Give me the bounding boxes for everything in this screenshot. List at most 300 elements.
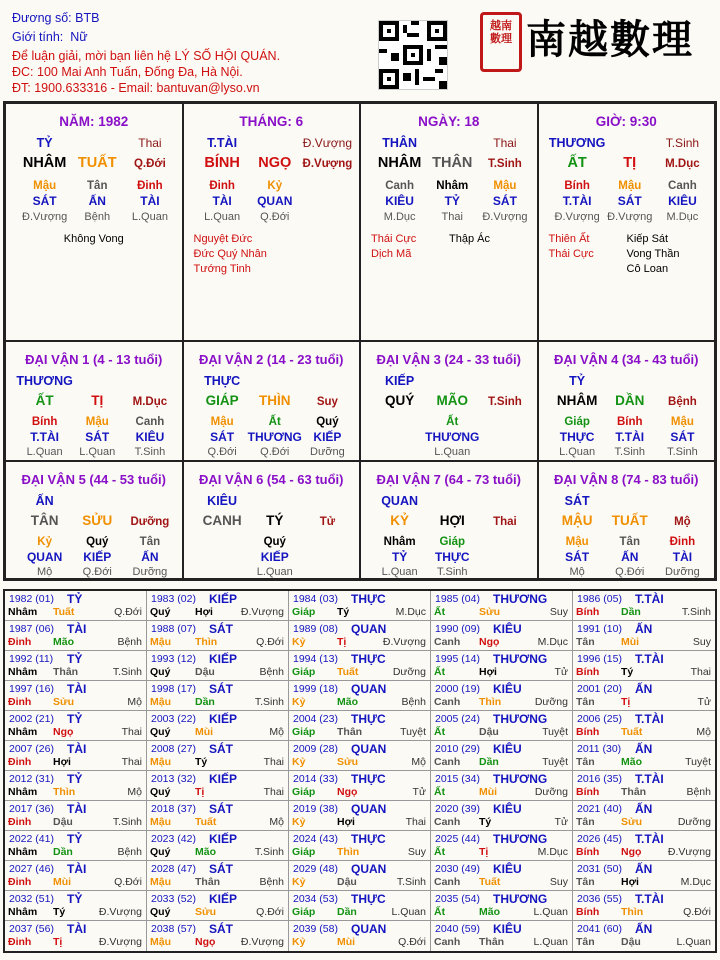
year-label: 1995 (14) xyxy=(435,653,480,665)
year-row xyxy=(5,801,715,831)
dv-hidden-stem: Quý xyxy=(263,536,286,548)
year-god: ẤN xyxy=(635,922,653,936)
year-chi: Tị xyxy=(479,846,489,858)
year-cell xyxy=(147,771,289,801)
year-god: KIÊU xyxy=(493,742,522,756)
dai-van-chi: MÃO xyxy=(436,393,468,408)
year-state: Mộ xyxy=(269,816,284,828)
year-label: 2011 (30) xyxy=(577,743,622,755)
dv-hidden-god: KIẾP xyxy=(313,430,342,444)
dv-hidden-stem: Nhâm xyxy=(383,536,416,548)
year-cell xyxy=(147,831,289,861)
year-label: 2018 (37) xyxy=(151,803,196,815)
year-chi: Thìn xyxy=(53,786,76,798)
year-label: 1988 (07) xyxy=(151,623,196,635)
year-state: Mộ xyxy=(127,696,142,708)
year-god: THƯƠNG xyxy=(493,712,548,726)
star-left: Thiên Ất xyxy=(548,233,590,245)
year-chi: Dần xyxy=(195,696,215,708)
year-cell xyxy=(573,921,715,951)
hidden-state: M.Dục xyxy=(383,211,416,223)
hidden-stem: Mậu xyxy=(618,180,642,192)
year-state: L.Quan xyxy=(533,906,568,918)
pillar-god: TỶ xyxy=(36,136,53,150)
dai-van-can: MẬU xyxy=(561,513,593,528)
year-god: T.TÀI xyxy=(635,892,664,906)
dai-van-can: TÂN xyxy=(30,513,59,528)
star-right: Cô Loan xyxy=(626,263,669,275)
year-state: Tử xyxy=(554,816,568,828)
year-chi: Dần xyxy=(621,606,641,618)
qr-code-icon[interactable] xyxy=(378,20,448,90)
year-label: 1983 (02) xyxy=(151,593,196,605)
dv-hidden-god: THỰC xyxy=(559,430,595,444)
year-row xyxy=(5,651,715,681)
year-can: Canh xyxy=(434,636,461,648)
dai-van-god: THƯƠNG xyxy=(16,374,73,388)
hidden-god: KIÊU xyxy=(385,194,414,208)
star-left: Thái Cực xyxy=(371,233,417,245)
header xyxy=(0,0,720,100)
year-god: KIÊU xyxy=(493,622,522,636)
pillar-god: THƯƠNG xyxy=(548,136,606,150)
pillar-chi-state: Q.Đới xyxy=(133,158,166,170)
year-cell xyxy=(289,621,431,651)
year-chi: Tuất xyxy=(195,816,217,828)
hidden-stem: Bính xyxy=(564,180,590,192)
hidden-god: SÁT xyxy=(492,194,517,208)
dv-hidden-god: TÀI xyxy=(672,550,693,564)
year-cell xyxy=(5,621,147,651)
year-label: 2002 (21) xyxy=(9,713,54,725)
pillar-god: T.TÀI xyxy=(207,136,238,150)
year-row xyxy=(5,861,715,891)
year-cell xyxy=(573,621,715,651)
year-label: 1984 (03) xyxy=(293,593,338,605)
dv-hidden-stem: Kỷ xyxy=(37,536,52,548)
year-can: Đinh xyxy=(8,876,32,888)
dv-hidden-stem: Mậu xyxy=(565,536,589,548)
star-right: Kiếp Sát xyxy=(626,233,669,245)
pillar-chi-state: T.Sinh xyxy=(487,158,522,170)
dai-van-chi: DẦN xyxy=(615,393,645,408)
hidden-god: T.TÀI xyxy=(562,194,592,208)
year-can: Mậu xyxy=(150,636,171,648)
year-chi: Sửu xyxy=(479,606,501,618)
address-line: ĐC: 100 Mai Anh Tuấn, Đống Đa, Hà Nội. xyxy=(12,65,243,79)
dv-hidden-god: THƯƠNG xyxy=(247,430,302,444)
dai-van-state: M.Dục xyxy=(132,396,168,408)
dai-van-can: QUÝ xyxy=(384,393,415,408)
year-god: KIẾP xyxy=(209,592,238,606)
dv-hidden-state: Mộ xyxy=(36,566,53,578)
year-chi: Tý xyxy=(195,756,208,768)
year-state: M.Dục xyxy=(537,846,568,858)
year-label: 2039 (58) xyxy=(293,923,338,935)
gender xyxy=(12,29,88,45)
year-god: KIẾP xyxy=(209,712,238,726)
pillar-can: NHÂM xyxy=(22,155,67,171)
year-row xyxy=(5,741,715,771)
year-god: ẤN xyxy=(635,622,653,636)
year-chi: Mão xyxy=(621,756,642,768)
year-can: Mậu xyxy=(150,816,171,828)
year-state: T.Sinh xyxy=(254,846,284,858)
year-can: Canh xyxy=(434,696,461,708)
year-row xyxy=(5,771,715,801)
dv-hidden-stem: Ất xyxy=(446,416,459,428)
star-left: Thái Cực xyxy=(548,248,594,260)
gender-label: Giới tính: xyxy=(12,30,64,44)
year-can: Đinh xyxy=(8,756,32,768)
year-cell xyxy=(5,861,147,891)
year-cell xyxy=(573,891,715,921)
year-can: Giáp xyxy=(292,846,316,858)
year-cell xyxy=(289,771,431,801)
year-cell xyxy=(289,861,431,891)
year-can: Canh xyxy=(434,756,461,768)
year-cell xyxy=(431,741,573,771)
year-state: Q.Đới xyxy=(114,876,142,888)
dv-hidden-god: SÁT xyxy=(565,550,590,564)
pillar-can: NHÂM xyxy=(377,155,422,171)
year-can: Giáp xyxy=(292,726,316,738)
pillar-star-top: Thai xyxy=(493,136,517,150)
dv-hidden-god: ẤN xyxy=(141,550,159,564)
year-chi: Mùi xyxy=(479,786,498,798)
dv-hidden-stem: Đinh xyxy=(669,536,696,548)
year-can: Tân xyxy=(576,636,595,648)
pillar-cell xyxy=(183,103,361,341)
year-god: KIẾP xyxy=(209,832,238,846)
dv-hidden-god: SÁT xyxy=(210,430,235,444)
year-can: Tân xyxy=(576,696,595,708)
year-cell xyxy=(289,711,431,741)
dv-hidden-state: L.Quan xyxy=(559,446,596,458)
year-label: 1982 (01) xyxy=(9,593,54,605)
dai-van-god: ẤN xyxy=(35,494,54,508)
year-can: Tân xyxy=(576,756,595,768)
year-god: THỰC xyxy=(351,892,386,906)
year-cell xyxy=(5,741,147,771)
dv-hidden-state: T.Sinh xyxy=(134,446,166,458)
year-cell xyxy=(573,711,715,741)
year-label: 2017 (36) xyxy=(9,803,54,815)
year-state: Dưỡng xyxy=(392,666,426,678)
year-god: TÀI xyxy=(67,622,87,636)
pillar-cell xyxy=(538,103,716,341)
dai-van-cell xyxy=(538,461,716,579)
year-god: T.TÀI xyxy=(635,832,664,846)
year-chi: Tuất xyxy=(53,606,75,618)
year-cell xyxy=(573,801,715,831)
year-cell xyxy=(147,591,289,621)
year-chi: Dậu xyxy=(337,876,357,888)
year-label: 2001 (20) xyxy=(577,683,622,695)
year-god: SÁT xyxy=(209,622,233,636)
year-chi: Tý xyxy=(53,906,66,918)
dv-hidden-state: Mộ xyxy=(569,566,585,578)
hidden-god: TÀI xyxy=(212,194,232,208)
year-god: THỰC xyxy=(351,652,386,666)
year-god: KIÊU xyxy=(493,922,522,936)
year-state: Q.Đới xyxy=(398,936,426,948)
dai-van-cell xyxy=(5,461,183,579)
dv-hidden-stem: Mậu xyxy=(85,416,109,428)
year-can: Bính xyxy=(576,846,600,858)
year-cell xyxy=(431,651,573,681)
year-chi: Tý xyxy=(337,606,350,618)
year-cell xyxy=(573,771,715,801)
year-chi: Ngọ xyxy=(621,846,642,858)
year-row xyxy=(5,891,715,921)
dv-hidden-god: TỶ xyxy=(391,550,408,564)
year-row xyxy=(5,921,715,951)
dai-van-title: ĐẠI VẬN 2 (14 - 23 tuổi) xyxy=(199,352,344,367)
year-label: 2013 (32) xyxy=(151,773,196,785)
dv-hidden-stem: Giáp xyxy=(564,416,590,428)
year-chi: Sửu xyxy=(53,696,75,708)
dv-hidden-stem: Bính xyxy=(31,416,58,428)
dv-hidden-state: Dưỡng xyxy=(132,566,168,578)
year-label: 2007 (26) xyxy=(9,743,54,755)
seal-stamp-icon: 越南 數理 xyxy=(480,12,522,72)
dv-hidden-state: L.Quan xyxy=(26,446,63,458)
year-can: Bính xyxy=(576,606,600,618)
year-label: 2006 (25) xyxy=(577,713,622,725)
pillar-chi: TỊ xyxy=(623,155,637,171)
year-god: ẤN xyxy=(635,742,653,756)
year-chi: Dần xyxy=(479,756,499,768)
pillar-can: BÍNH xyxy=(204,155,240,171)
year-label: 2033 (52) xyxy=(151,893,196,905)
year-state: Bệnh xyxy=(259,876,284,888)
year-chi: Tuất xyxy=(621,726,643,738)
year-can: Đinh xyxy=(8,696,32,708)
year-label: 2003 (22) xyxy=(151,713,196,725)
year-cell xyxy=(147,891,289,921)
year-label: 2031 (50) xyxy=(577,863,622,875)
year-can: Mậu xyxy=(150,696,171,708)
year-chi: Tị xyxy=(195,786,205,798)
year-label: 2035 (54) xyxy=(435,893,480,905)
year-can: Canh xyxy=(434,876,461,888)
year-chi: Hợi xyxy=(621,876,639,888)
year-chi: Thìn xyxy=(337,846,360,858)
year-chi: Sửu xyxy=(621,816,643,828)
year-state: Q.Đới xyxy=(683,906,711,918)
dai-van-cell xyxy=(360,461,538,579)
year-chi: Hợi xyxy=(337,816,355,828)
year-state: L.Quan xyxy=(533,936,568,948)
dai-van-cell xyxy=(5,341,183,461)
year-god: QUAN xyxy=(351,862,387,876)
year-row xyxy=(5,711,715,741)
year-label: 2010 (29) xyxy=(435,743,480,755)
year-label: 2024 (43) xyxy=(293,833,338,845)
dai-van-title: ĐẠI VẬN 8 (74 - 83 tuổi) xyxy=(554,472,699,487)
year-can: Nhâm xyxy=(8,906,38,918)
dai-van-cell xyxy=(183,461,361,579)
dv-hidden-state: Q.Đới xyxy=(82,566,112,578)
star-right: Vong Thần xyxy=(626,248,680,260)
hidden-god: TỶ xyxy=(444,194,460,208)
year-label: 2012 (31) xyxy=(9,773,54,785)
year-chi: Tị xyxy=(53,936,63,948)
year-can: Kỷ xyxy=(292,816,306,828)
hidden-state: Đ.Vượng xyxy=(22,211,68,223)
year-cell xyxy=(573,681,715,711)
year-state: Tử xyxy=(412,786,426,798)
pillar-title: NĂM: 1982 xyxy=(59,114,129,129)
year-can: Bính xyxy=(576,726,600,738)
year-state: Mộ xyxy=(127,786,142,798)
year-state: Bệnh xyxy=(117,636,142,648)
year-cell xyxy=(431,681,573,711)
year-chi: Ngọ xyxy=(195,936,216,948)
year-can: Ất xyxy=(434,726,446,738)
year-label: 2040 (59) xyxy=(435,923,480,935)
year-cell xyxy=(573,831,715,861)
dv-hidden-stem: Quý xyxy=(316,416,339,428)
year-god: T.TÀI xyxy=(635,712,664,726)
dai-van-title: ĐẠI VẬN 7 (64 - 73 tuổi) xyxy=(376,472,521,487)
year-chi: Dậu xyxy=(53,816,73,828)
pillar-title: THÁNG: 6 xyxy=(239,114,304,129)
year-cell xyxy=(289,801,431,831)
pillar-god: THÂN xyxy=(382,136,417,150)
dai-van-can: NHÂM xyxy=(556,393,598,408)
year-can: Kỷ xyxy=(292,936,306,948)
dai-van-god: THỰC xyxy=(204,374,241,388)
year-chi: Mão xyxy=(53,636,74,648)
contact-line: Để luận giải, mời bạn liên hệ LÝ SỐ HỘI QUÁN. xyxy=(12,49,281,63)
hidden-stem: Canh xyxy=(385,180,414,192)
year-label: 2008 (27) xyxy=(151,743,196,755)
year-cell xyxy=(5,921,147,951)
dv-hidden-stem: Mậu xyxy=(210,416,234,428)
dai-van-cell xyxy=(538,341,716,461)
year-god: SÁT xyxy=(209,802,233,816)
year-can: Ất xyxy=(434,666,446,678)
dv-hidden-state: Q.Đới xyxy=(207,446,237,458)
year-god: QUAN xyxy=(351,922,387,936)
year-god: TỶ xyxy=(67,772,83,786)
year-state: T.Sinh xyxy=(396,876,426,888)
year-can: Nhâm xyxy=(8,846,38,858)
dv-hidden-god: ẤN xyxy=(621,550,639,564)
hidden-state: L.Quan xyxy=(204,211,241,223)
year-cell xyxy=(431,621,573,651)
year-chi: Hợi xyxy=(195,606,213,618)
dv-hidden-state: Dưỡng xyxy=(665,566,700,578)
dv-hidden-state: L.Quan xyxy=(434,446,471,458)
year-god: TỶ xyxy=(67,712,83,726)
year-state: M.Dục xyxy=(537,636,568,648)
year-cell xyxy=(431,861,573,891)
year-label: 1986 (05) xyxy=(577,593,622,605)
year-chi: Dậu xyxy=(195,666,215,678)
year-state: Suy xyxy=(549,876,568,888)
year-state: Tuyệt xyxy=(685,756,711,768)
year-god: SÁT xyxy=(209,682,233,696)
star-left: Đức Quý Nhân xyxy=(193,248,267,260)
year-chi: Tị xyxy=(337,636,347,648)
year-can: Quý xyxy=(150,846,171,858)
dv-hidden-stem: Giáp xyxy=(439,536,466,548)
year-cell xyxy=(5,711,147,741)
dai-van-state: Bệnh xyxy=(668,396,697,408)
year-chi: Tý xyxy=(479,816,492,828)
pillar-can: ẤT xyxy=(567,155,587,171)
year-god: KIÊU xyxy=(493,862,522,876)
year-state: Thai xyxy=(690,666,711,678)
pillar-title: NGÀY: 18 xyxy=(418,114,480,129)
year-chi: Thân xyxy=(53,666,79,678)
pillar-chi: THÂN xyxy=(432,155,473,171)
year-can: Đinh xyxy=(8,816,32,828)
year-label: 2009 (28) xyxy=(293,743,338,755)
year-state: Đ.Vượng xyxy=(382,636,426,648)
hidden-god: SÁT xyxy=(32,194,57,208)
year-can: Bính xyxy=(576,906,600,918)
dv-hidden-state: Q.Đới xyxy=(615,566,645,578)
year-cell xyxy=(289,921,431,951)
year-state: Thai xyxy=(405,816,426,828)
year-label: 2023 (42) xyxy=(151,833,196,845)
year-god: THỰC xyxy=(351,772,386,786)
year-cell xyxy=(147,621,289,651)
dai-van-god: KIẾP xyxy=(385,374,415,388)
year-chi: Mão xyxy=(337,696,358,708)
year-god: QUAN xyxy=(351,802,387,816)
year-chi: Thìn xyxy=(195,636,218,648)
dai-van-cell xyxy=(183,341,361,461)
year-cell xyxy=(431,711,573,741)
pillar-chi: TUẤT xyxy=(77,155,117,171)
dv-hidden-stem: Ất xyxy=(268,416,281,428)
year-state: Dưỡng xyxy=(677,816,711,828)
pillar-chi: NGỌ xyxy=(258,155,292,171)
star-left: Dịch Mã xyxy=(371,248,412,260)
year-god: THỰC xyxy=(351,832,386,846)
dv-hidden-state: L.Quan xyxy=(381,566,418,578)
year-cell xyxy=(573,741,715,771)
year-label: 2032 (51) xyxy=(9,893,54,905)
year-cell xyxy=(431,831,573,861)
year-state: Đ.Vượng xyxy=(240,606,284,618)
dv-hidden-god: T.TÀI xyxy=(615,430,645,444)
hidden-stem: Đinh xyxy=(137,180,163,192)
dai-van-god: KIÊU xyxy=(207,494,238,508)
year-cell xyxy=(573,861,715,891)
year-can: Ất xyxy=(434,906,446,918)
dai-van-can: CANH xyxy=(202,513,242,528)
year-cell xyxy=(431,801,573,831)
hidden-stem: Kỷ xyxy=(267,180,283,192)
year-label: 2014 (33) xyxy=(293,773,338,785)
year-chi: Dậu xyxy=(621,936,641,948)
dv-hidden-god: KIẾP xyxy=(83,550,112,564)
year-can: Kỷ xyxy=(292,876,306,888)
year-can: Tân xyxy=(576,936,595,948)
hidden-stem: Canh xyxy=(668,180,697,192)
year-can: Giáp xyxy=(292,606,316,618)
dv-hidden-god: QUAN xyxy=(26,550,63,564)
year-chi: Mão xyxy=(195,846,216,858)
year-state: Đ.Vượng xyxy=(667,846,711,858)
year-cell xyxy=(289,831,431,861)
